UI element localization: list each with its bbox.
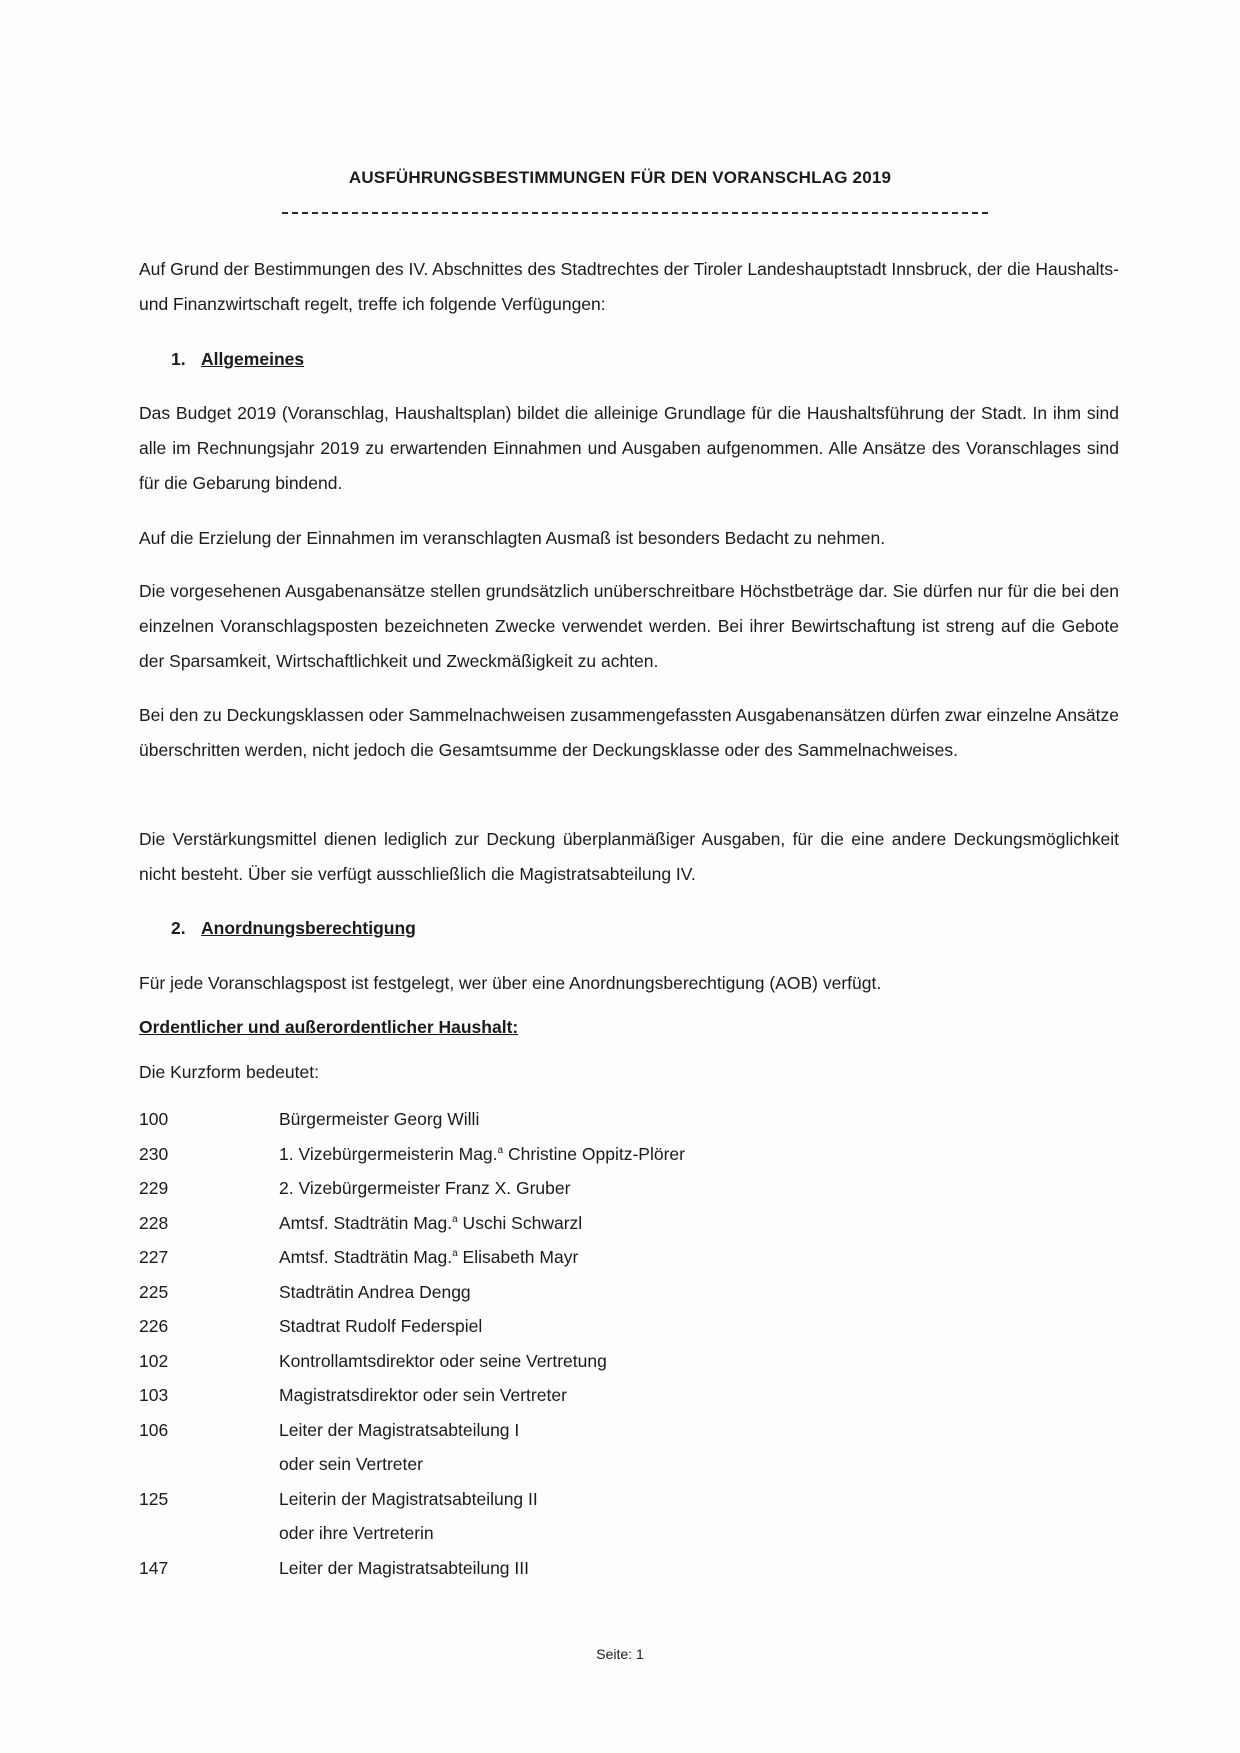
section-1-label: Allgemeines	[201, 349, 305, 369]
code-number: 147	[139, 1557, 169, 1578]
code-number	[139, 1447, 279, 1482]
superscript-a: a	[452, 1213, 458, 1225]
code-description	[279, 1240, 578, 1275]
page-title: AUSFÜHRUNGSBESTIMMUNGEN FÜR DEN VORANSCHLAG 2019	[348, 168, 892, 187]
kurzform-label: Die Kurzform bedeutet:	[139, 1062, 319, 1082]
code-description: Leiter der Magistratsabteilung I	[279, 1419, 520, 1440]
code-description: Stadtrat Rudolf Federspiel	[279, 1316, 483, 1336]
section-1-paragraph-5: Die Verstärkungsmittel dienen lediglich zur Deckung überplanmäßiger Ausgaben, für die eine andere Deckungsmöglichkeit nicht besteht. Über sie verfügt ausschließlich die Magistratsabteilung IV.	[139, 829, 1119, 884]
section-2-label: Anordnungsberechtigung	[201, 918, 416, 938]
code-number: 102	[139, 1350, 169, 1371]
code-list	[139, 1102, 685, 1585]
code-list-item	[139, 1171, 685, 1206]
code-list-item	[139, 1137, 685, 1172]
section-2-heading	[171, 918, 416, 939]
code-number: 103	[139, 1385, 169, 1405]
code-description: Bürgermeister Georg Willi	[279, 1109, 480, 1129]
code-list-item	[139, 1206, 685, 1241]
code-description: Leiterin der Magistratsabteilung II	[279, 1488, 538, 1509]
section-2-paragraph: Für jede Voranschlagspost ist festgelegt, wer über eine Anordnungsberechtigung (AOB) verfügt.	[139, 973, 882, 993]
section-1-paragraph-4: Bei den zu Deckungsklassen oder Sammelnachweisen zusammengefassten Ausgabenansätzen dürfen zwar einzelne Ansätze überschritten werden, nicht jedoch die Gesamtsumme der Deckungsklasse oder des Sammelnachweises.	[139, 705, 1119, 760]
code-description	[279, 1206, 582, 1241]
code-list-item	[139, 1102, 685, 1137]
code-number: 225	[139, 1281, 169, 1302]
code-number: 230	[139, 1143, 169, 1164]
code-list-item	[139, 1551, 685, 1586]
code-description: oder ihre Vertreterin	[279, 1523, 434, 1543]
code-list-item	[139, 1275, 685, 1310]
code-description: Leiter der Magistratsabteilung III	[279, 1557, 529, 1578]
section-1-paragraph-2: Auf die Erzielung der Einnahmen im veranschlagten Ausmaß ist besonders Bedacht zu nehmen.	[139, 528, 886, 548]
section-2-subheading: Ordentlicher und außerordentlicher Haushalt:	[139, 1017, 519, 1037]
code-number: 228	[139, 1212, 169, 1233]
code-description: Magistratsdirektor oder sein Vertreter	[279, 1385, 567, 1405]
code-list-item	[139, 1378, 685, 1413]
code-description: oder sein Vertreter	[279, 1454, 423, 1474]
superscript-a: a	[452, 1248, 458, 1260]
code-description-title: 1. Vizebürgermeisterin Mag.	[279, 1143, 498, 1164]
code-number: 125	[139, 1488, 169, 1509]
code-list-item	[139, 1516, 685, 1551]
code-description-name: Elisabeth Mayr	[457, 1247, 579, 1267]
code-number: 229	[139, 1178, 169, 1198]
page-number: Seite: 1	[596, 1646, 644, 1662]
code-list-item	[139, 1447, 685, 1482]
section-1-paragraph-3: Die vorgesehenen Ausgabenansätze stellen grundsätzlich unüberschreitbare Höchstbeträge dar. Sie dürfen nur für die bei den einzelnen Voranschlagsposten bezeichneten Zwecke verwendet werden. Bei ihrer Bewirtschaftung ist streng auf die Gebote der Sparsamkeit, Wirtschaftlichkeit und Zweckmäßigkeit zu achten.	[139, 581, 1119, 671]
code-description-title: Amtsf. Stadträtin Mag.	[279, 1212, 453, 1233]
code-description-name: Christine Oppitz-Plörer	[503, 1143, 685, 1164]
title-underline-divider	[282, 212, 988, 214]
code-list-item	[139, 1240, 685, 1275]
code-number: 100	[139, 1109, 169, 1129]
code-number	[139, 1516, 279, 1551]
code-description: Stadträtin Andrea Dengg	[279, 1281, 471, 1302]
code-number: 227	[139, 1247, 169, 1267]
section-1-heading	[171, 349, 304, 370]
code-number: 106	[139, 1419, 169, 1440]
code-list-item	[139, 1309, 685, 1344]
section-1-number: 1.	[171, 349, 186, 369]
code-description	[279, 1137, 685, 1172]
section-1-paragraph-1: Das Budget 2019 (Voranschlag, Haushaltsplan) bildet die alleinige Grundlage für die Haushaltsführung der Stadt. In ihm sind alle im Rechnungsjahr 2019 zu erwartenden Einnahmen und Ausgaben aufgenommen. Alle Ansätze des Voranschlages sind für die Gebarung bindend.	[139, 403, 1119, 493]
code-number: 226	[139, 1316, 169, 1336]
code-description-title: Amtsf. Stadträtin Mag.	[279, 1247, 453, 1267]
section-2-number: 2.	[171, 918, 186, 938]
intro-paragraph: Auf Grund der Bestimmungen des IV. Abschnittes des Stadtrechtes der Tiroler Landeshauptstadt Innsbruck, der die Haushalts- und Finanzwirtschaft regelt, treffe ich folgende Verfügungen:	[139, 259, 1119, 314]
code-description-name: Uschi Schwarzl	[457, 1212, 583, 1233]
code-description: 2. Vizebürgermeister Franz X. Gruber	[279, 1178, 571, 1198]
code-list-item	[139, 1413, 685, 1448]
superscript-a: a	[497, 1144, 504, 1156]
code-list-item	[139, 1482, 685, 1517]
code-list-item	[139, 1344, 685, 1379]
code-description: Kontrollamtsdirektor oder seine Vertretung	[279, 1350, 607, 1371]
